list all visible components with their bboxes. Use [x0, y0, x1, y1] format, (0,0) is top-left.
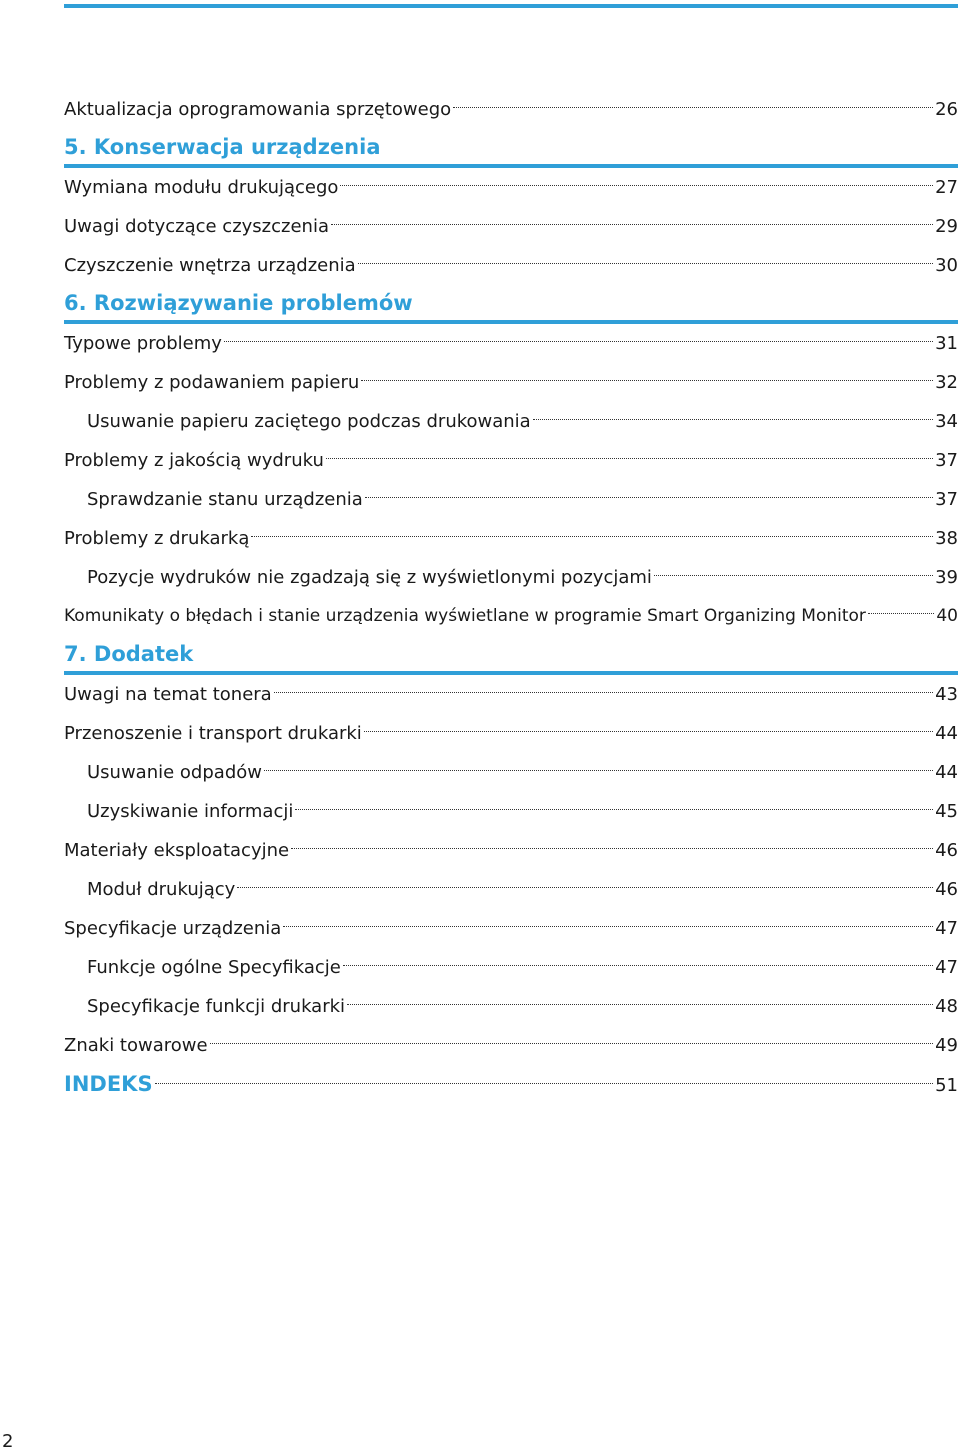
toc-entry-label: Funkcje ogólne Specyfikacje: [87, 957, 341, 978]
toc-entry-page: 27: [935, 177, 958, 198]
toc-entry-printer-problems[interactable]: [64, 519, 958, 558]
toc-entry-label: Moduł drukujący: [87, 879, 236, 900]
dot-leader: [453, 107, 933, 108]
dot-leader: [295, 809, 933, 810]
dot-leader: [326, 458, 933, 459]
toc-entry-consumables[interactable]: [64, 831, 958, 870]
toc-entry-page: 30: [935, 255, 958, 276]
toc-entry-page: 48: [935, 996, 958, 1017]
toc-entry-page: 51: [935, 1075, 958, 1096]
toc-entry-label: Czyszczenie wnętrza urządzenia: [64, 255, 356, 276]
dot-leader: [654, 575, 933, 576]
dot-leader: [331, 224, 933, 225]
toc-entry-label: Usuwanie odpadów: [87, 762, 262, 783]
toc-entry-page: 38: [935, 528, 958, 549]
toc-entry-printer-function-specs[interactable]: [64, 987, 958, 1026]
toc-entry-label: Problemy z drukarką: [64, 528, 250, 549]
toc-entry-page: 32: [935, 372, 958, 393]
toc-entry-waste-disposal[interactable]: [64, 753, 958, 792]
toc-entry-label: Specyfikacje urządzenia: [64, 918, 282, 939]
toc-entry-common-problems[interactable]: [64, 324, 958, 363]
toc-entry-label: INDEKS: [64, 1072, 153, 1096]
toc-entry-page: 49: [935, 1035, 958, 1056]
toc-entry-label: Przenoszenie i transport drukarki: [64, 723, 362, 744]
dot-leader: [533, 419, 933, 420]
page-number: 2: [2, 1431, 14, 1452]
toc-chapter-5[interactable]: 5. Konserwacja urządzenia: [64, 129, 958, 168]
toc-entry-paper-feed-problems[interactable]: [64, 363, 958, 402]
toc-entry-page: 44: [935, 762, 958, 783]
toc-entry-label: Znaki towarowe: [64, 1035, 208, 1056]
toc-entry-label: Materiały eksploatacyjne: [64, 840, 290, 861]
dot-leader: [361, 380, 933, 381]
table-of-contents: [64, 90, 958, 1104]
toc-entry-page: 40: [936, 606, 958, 626]
dot-leader: [358, 263, 933, 264]
toc-entry-toner-notes[interactable]: [64, 675, 958, 714]
dot-leader: [365, 497, 933, 498]
toc-entry-obtaining-information[interactable]: [64, 792, 958, 831]
toc-entry-page: 47: [935, 918, 958, 939]
toc-entry-label: Uzyskiwanie informacji: [87, 801, 294, 822]
toc-entry-page: 45: [935, 801, 958, 822]
toc-entry-general-function-specs[interactable]: [64, 948, 958, 987]
toc-entry-label: Aktualizacja oprogramowania sprzętowego: [64, 99, 452, 120]
toc-entry-cleaning-notes[interactable]: [64, 207, 958, 246]
dot-leader: [155, 1083, 934, 1084]
toc-entry-label: Uwagi dotyczące czyszczenia: [64, 216, 329, 237]
toc-entry-page: 31: [935, 333, 958, 354]
toc-entry-label: Problemy z jakością wydruku: [64, 450, 324, 471]
toc-entry-label: Komunikaty o błędach i stanie urządzenia wyświetlane w programie Smart Organizing Monitor: [64, 606, 866, 626]
toc-entry-print-quality-problems[interactable]: [64, 441, 958, 480]
toc-entry-check-device-status[interactable]: [64, 480, 958, 519]
toc-entry-label: Wymiana modułu drukującego: [64, 177, 339, 198]
toc-entry-page: 43: [935, 684, 958, 705]
toc-entry-page: 46: [935, 840, 958, 861]
dot-leader: [283, 926, 933, 927]
dot-leader: [251, 536, 933, 537]
dot-leader: [347, 1004, 933, 1005]
toc-entry-page: 37: [935, 489, 958, 510]
toc-entry-page: 26: [935, 99, 958, 120]
dot-leader: [237, 887, 933, 888]
toc-entry-page: 46: [935, 879, 958, 900]
toc-entry-page: 39: [935, 567, 958, 588]
toc-entry-index[interactable]: [64, 1065, 958, 1104]
toc-entry-label: Specyfikacje funkcji drukarki: [87, 996, 346, 1017]
toc-entry-replace-print-module[interactable]: [64, 168, 958, 207]
toc-entry-remove-jammed-paper[interactable]: [64, 402, 958, 441]
dot-leader: [210, 1043, 934, 1044]
toc-entry-page: 47: [935, 957, 958, 978]
toc-entry-moving-printer[interactable]: [64, 714, 958, 753]
toc-entry-page: 37: [935, 450, 958, 471]
dot-leader: [224, 341, 933, 342]
toc-entry-label: Pozycje wydruków nie zgadzają się z wyświetlonymi pozycjami: [87, 567, 652, 588]
toc-entry-label: Usuwanie papieru zaciętego podczas drukowania: [87, 411, 531, 432]
toc-entry-print-position-mismatch[interactable]: [64, 558, 958, 597]
toc-chapter-7[interactable]: 7. Dodatek: [64, 636, 958, 675]
dot-leader: [340, 185, 933, 186]
dot-leader: [264, 770, 933, 771]
toc-chapter-6[interactable]: 6. Rozwiązywanie problemów: [64, 285, 958, 324]
toc-entry-label: Problemy z podawaniem papieru: [64, 372, 360, 393]
toc-entry-trademarks[interactable]: [64, 1026, 958, 1065]
toc-entry-page: 34: [935, 411, 958, 432]
toc-entry-label: Typowe problemy: [64, 333, 222, 354]
toc-entry-device-specifications[interactable]: [64, 909, 958, 948]
toc-entry-label: Sprawdzanie stanu urządzenia: [87, 489, 363, 510]
toc-entry-print-module[interactable]: [64, 870, 958, 909]
toc-entry-page: 29: [935, 216, 958, 237]
dot-leader: [291, 848, 933, 849]
toc-entry-label: Uwagi na temat tonera: [64, 684, 272, 705]
dot-leader: [868, 613, 934, 614]
dot-leader: [364, 731, 933, 732]
toc-entry-firmware-update[interactable]: [64, 90, 958, 129]
toc-entry-error-messages-smart-organizing-monitor[interactable]: [64, 597, 958, 636]
toc-entry-cleaning-interior[interactable]: [64, 246, 958, 285]
top-rule: [64, 4, 958, 8]
dot-leader: [274, 692, 933, 693]
dot-leader: [343, 965, 933, 966]
toc-entry-page: 44: [935, 723, 958, 744]
